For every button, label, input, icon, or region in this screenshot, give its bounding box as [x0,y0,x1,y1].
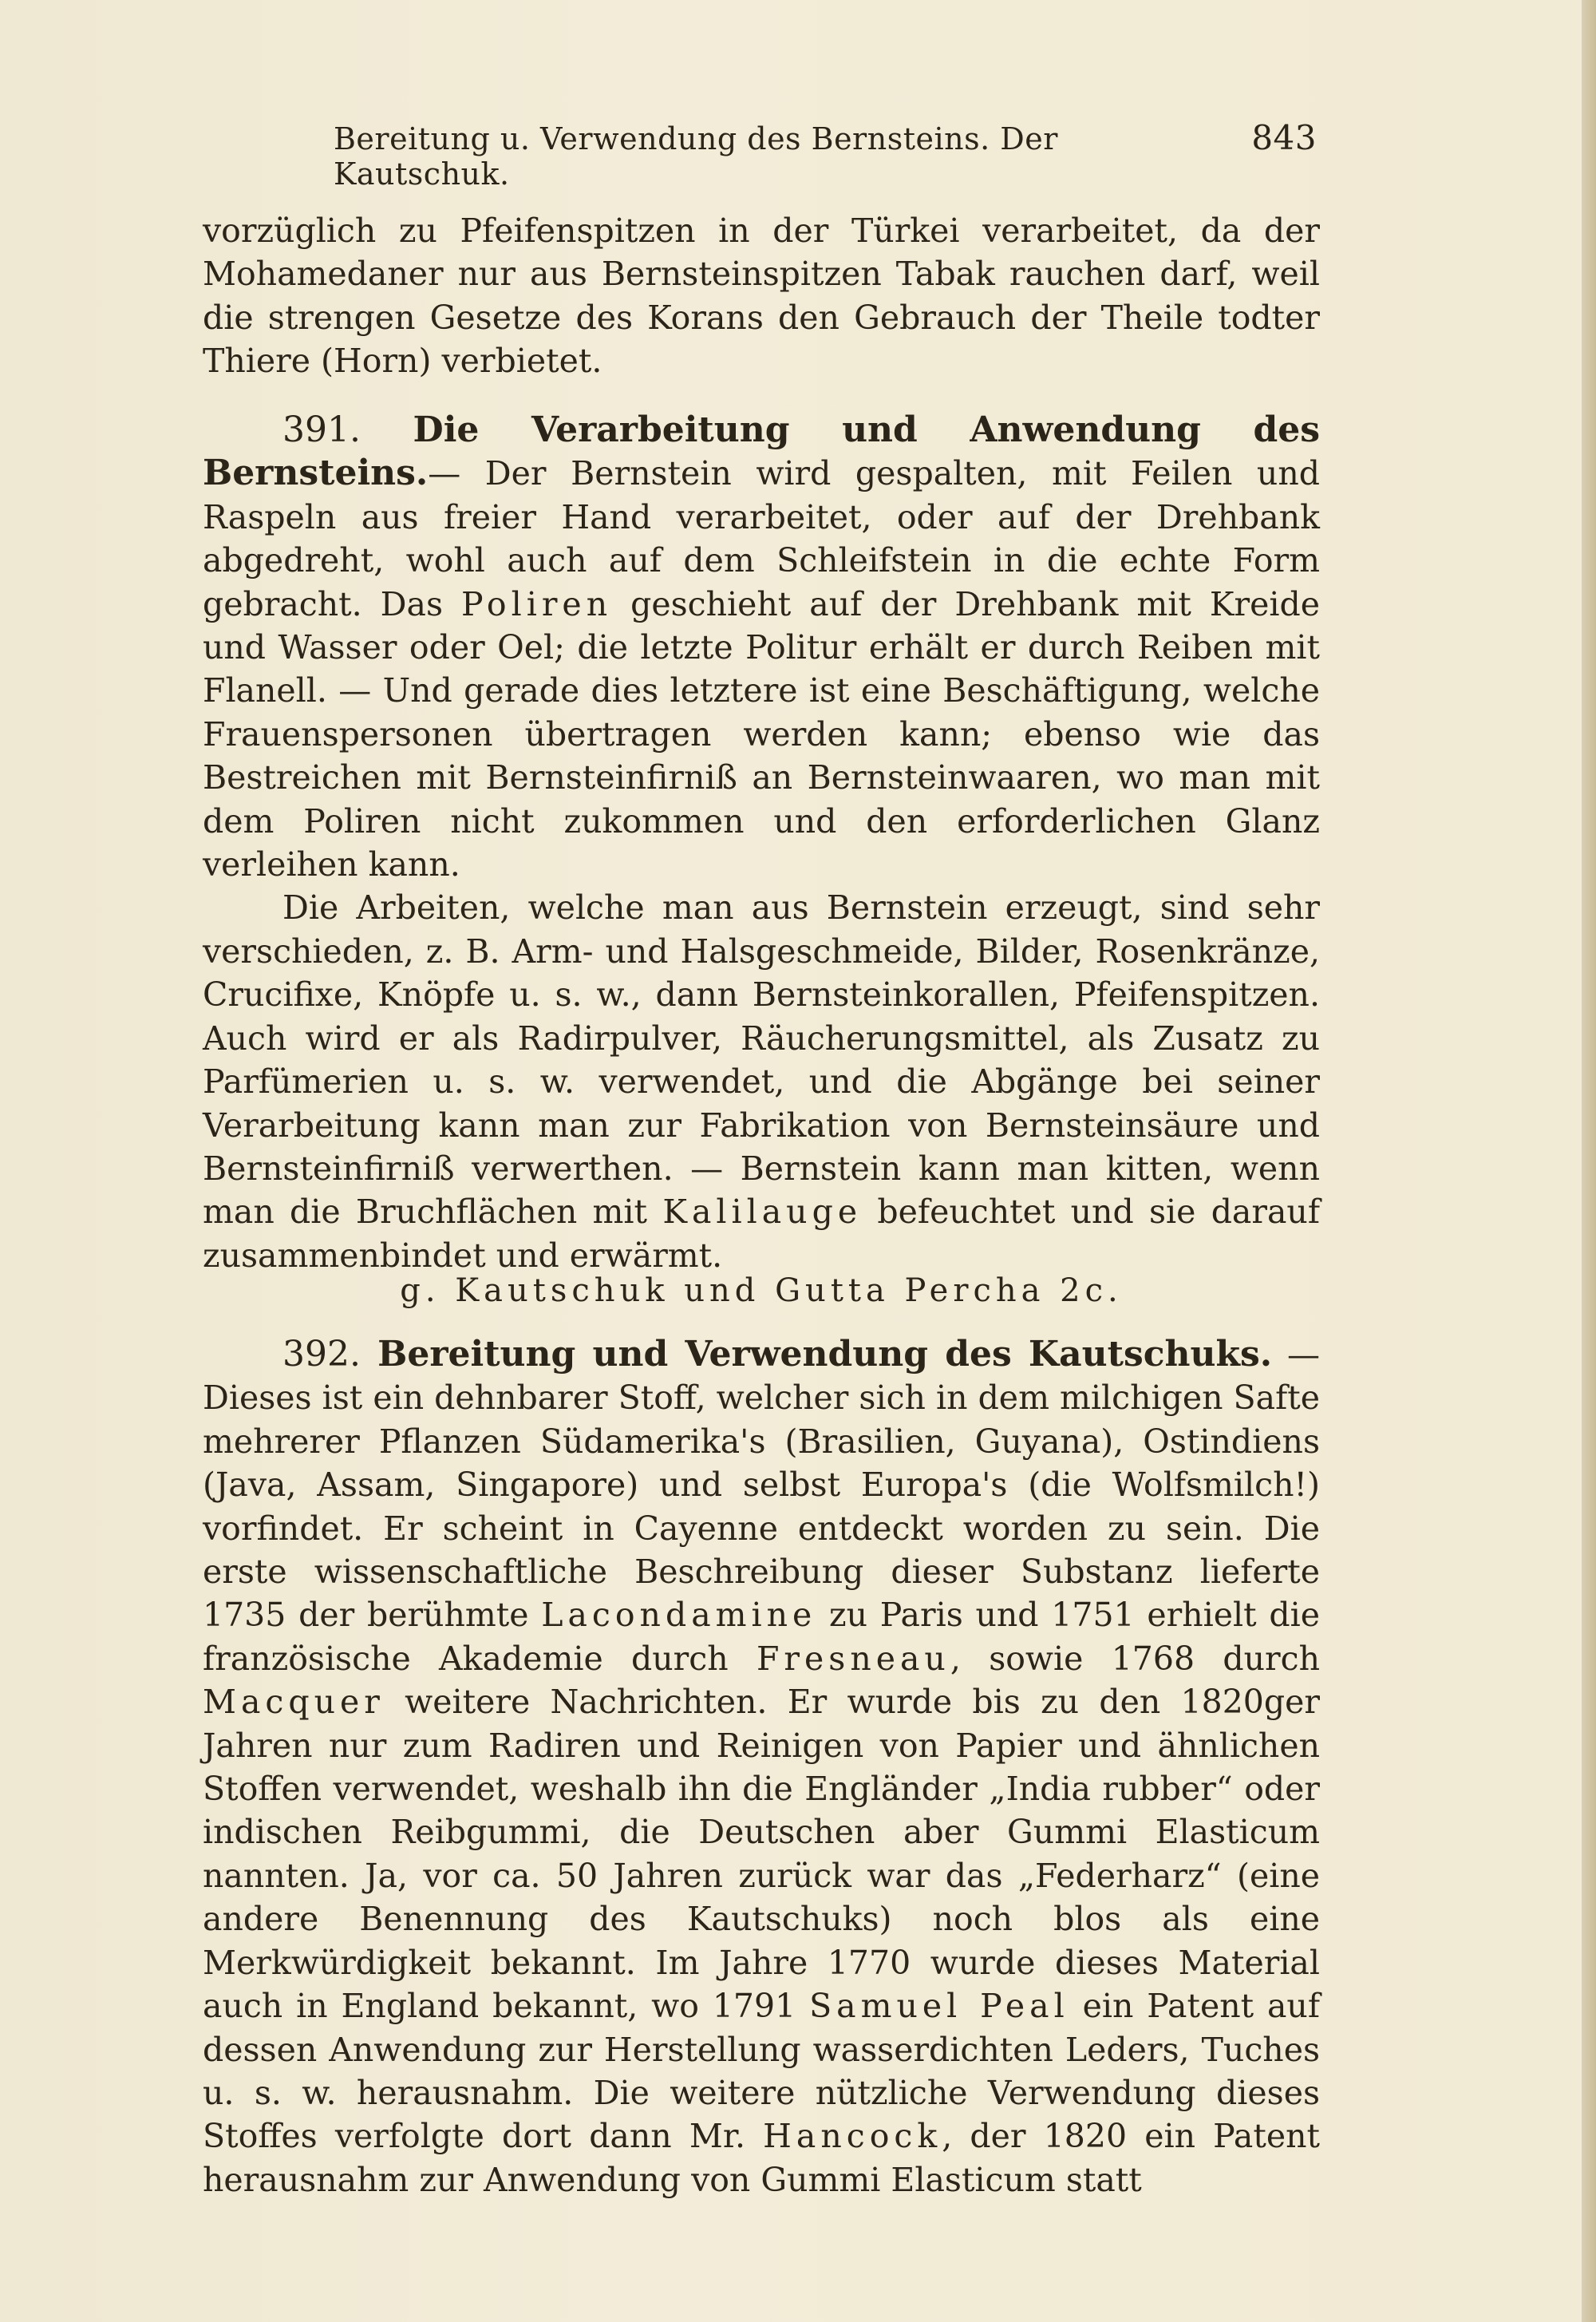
emphasis-kalilauge: Kalilauge [662,1193,863,1232]
section-391-paragraph-1 [203,409,1320,886]
running-header [334,118,1317,192]
section-392-heading [282,1334,1272,1375]
section-391 [203,409,1320,1277]
running-title: Bereitung u. Verwendung des Bernsteins. Der Kautschuk. [334,121,1058,192]
section-391-p2-text-b: befeuchtet und sie darauf zusammenbindet und erwärmt. [203,1193,1321,1275]
section-392-text-4: weitere Nachrichten. Er wurde bis zu den 1820ger Jahren nur zum Radiren und Reinigen von Papier und ähnlichen Stoffen verwendet, weshalb ihn die Engländer „India rubber“ oder indischen Reibgummi, die Deutschen aber Gummi Elasticum nannten. Ja, vor ca. 50 Jahren zurück war das „Federharz“ (eine andere Benennung des Kautschuks) noch blos als eine Merkwürdigkeit bekannt. Im Jahre 1770 wurde dieses Material auch in England bekannt, wo 1791 [203,1683,1320,2026]
section-392-text-3: , sowie 1768 durch [950,1639,1320,1678]
name-fresneau: Fresneau [756,1639,950,1678]
section-392-title: Bereitung und Verwendung des Kautschuks. [377,1334,1273,1375]
section-392 [203,1333,1320,2201]
section-391-text-a: — Der Bernstein wird gespalten, mit Feilen und Raspeln aus freier Hand verarbeitet, oder auf der Drehbank abgedreht, wohl auch auf dem Schleifstein in die echte Form gebracht. Das [203,454,1320,623]
name-samuel-peal: Samuel Peal [809,1987,1069,2026]
continuation-paragraph [203,209,1320,383]
name-lacondamine: Lacondamine [541,1596,817,1635]
section-391-title: Die Verarbeitung und Anwendung des Bernsteins. [203,409,1320,494]
section-392-number: 392. [282,1334,361,1375]
name-hancock: Hancock [763,2117,942,2156]
section-392-text-1: — Dieses ist ein dehnbarer Stoff, welcher sich in dem milchigen Safte mehrerer Pflanzen Südamerika's (Brasilien, Guyana), Ostindiens (Java, Assam, Singapore) und selbst Europa's (die Wolfsmilch!) vorfindet. Er scheint in Cayenne entdeckt worden zu sein. Die erste wissenschaftliche Beschreibung dieser Substanz lieferte 1735 der berühmte [203,1335,1320,1635]
emphasis-poliren: Poliren [461,584,613,623]
section-392-paragraph [203,1333,1320,2201]
continuation-text: vorzüglich zu Pfeifenspitzen in der Türkei verarbeitet, da der Mohamedaner nur aus Bernsteinspitzen Tabak rauchen darf, weil die strengen Gesetze des Korans den Gebrauch der Theile todter Thiere (Horn) verbietet. [203,212,1320,381]
section-391-p2-text-a: Die Arbeiten, welche man aus Bernstein erzeugt, sind sehr verschieden, z. B. Arm- und Halsgeschmeide, Bilder, Rosenkränze, Crucifixe, Knöpfe u. s. w., dann Bernsteinkorallen, Pfeifenspitzen. Auch wird er als Radirpulver, Räucherungsmittel, als Zusatz zu Parfümerien u. s. w. verwendet, und die Abgänge bei seiner Verarbeitung kann man zur Fabrikation von Bernsteinsäure und Bernsteinfirniß verwerthen. — Bernstein kann man kitten, wenn man die Bruchflächen mit [203,888,1320,1232]
page-number: 843 [1251,118,1317,157]
section-391-number: 391. [282,409,361,450]
page-edge [1582,0,1596,2322]
section-392-text-6: , der 1820 ein Patent herausnahm zur Anwendung von Gummi Elasticum statt [203,2117,1320,2199]
section-391-text-b: geschieht auf der Drehbank mit Kreide und Wasser oder Oel; die letzte Politur erhält er durch Reiben mit Flanell. — Und gerade dies letztere ist eine Beschäftigung, welche Frauenspersonen übertragen werden kann; ebenso wie das Bestreichen mit Bernsteinfirniß an Bernsteinwaaren, wo man mit dem Poliren nicht zukommen und den erforderlichen Glanz verleihen kann. [203,584,1320,884]
section-392-text-5: ein Patent auf dessen Anwendung zur Herstellung wasserdichten Leders, Tuches u. s. w. herausnahm. Die weitere nützliche Verwendung dieses Stoffes verfolgte dort dann Mr. [203,1987,1321,2156]
subsection-heading: g. Kautschuk und Gutta Percha 2c. [400,1272,1123,1309]
section-392-text-2: zu Paris und 1751 erhielt die französische Akademie durch [203,1596,1320,1678]
section-391-paragraph-2 [203,886,1320,1277]
name-macquer: Macquer [203,1683,385,1722]
